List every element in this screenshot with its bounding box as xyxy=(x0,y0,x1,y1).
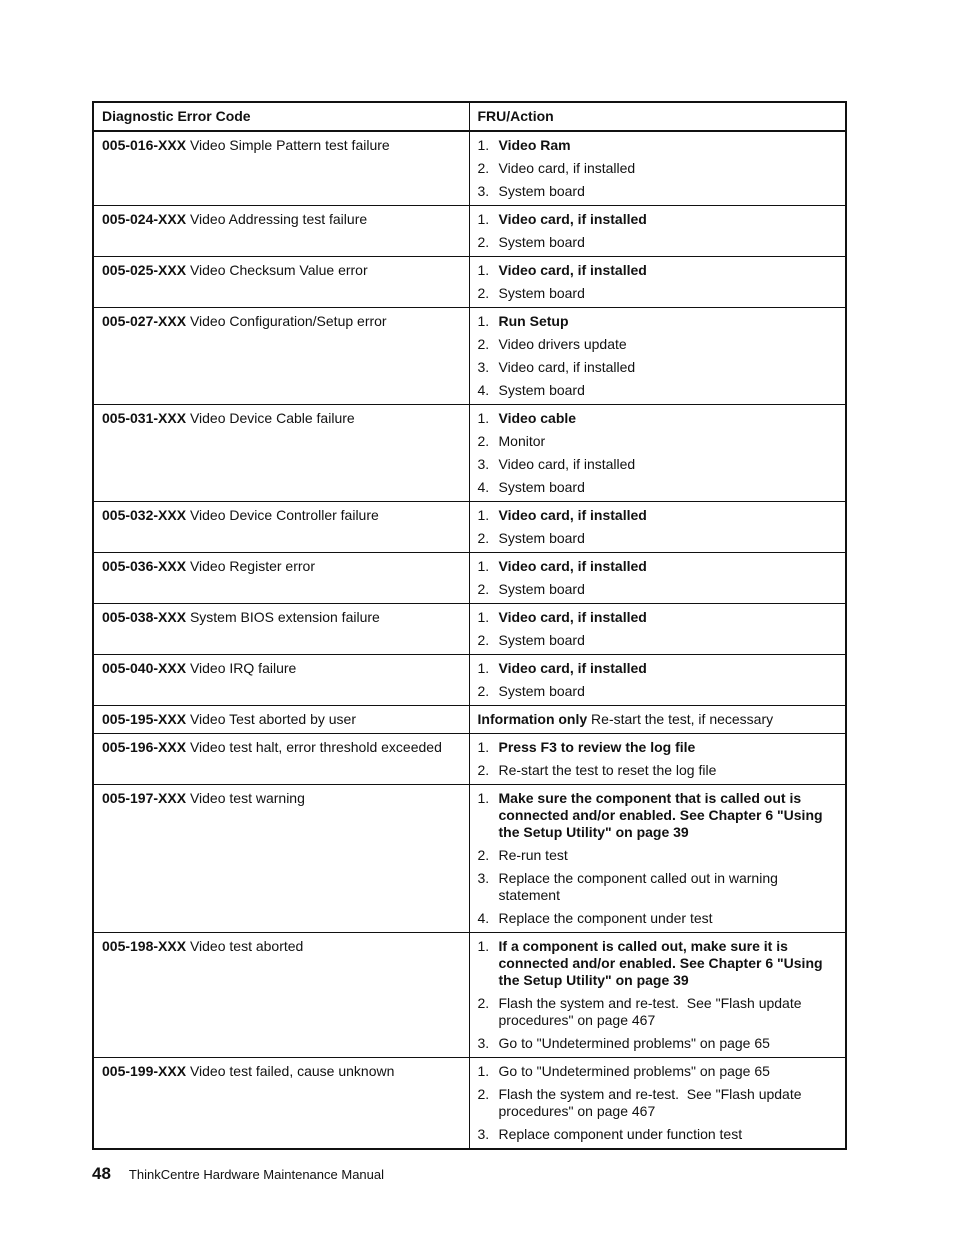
table-row xyxy=(93,131,846,206)
page-footer xyxy=(92,1165,384,1183)
page-number: 48 xyxy=(92,1164,111,1183)
action-text: Replace the component called out in warning statement xyxy=(498,870,782,903)
fru-action-cell xyxy=(469,131,846,206)
error-code: 005-016-XXX xyxy=(102,137,187,153)
table-row xyxy=(93,1058,846,1150)
error-code: 005-036-XXX xyxy=(102,558,187,574)
error-description: Video test aborted xyxy=(186,938,304,954)
list-item xyxy=(478,1035,838,1052)
list-item xyxy=(478,995,838,1029)
action-number: 2. xyxy=(477,285,490,301)
fru-action-cell xyxy=(469,308,846,405)
list-item xyxy=(478,870,838,904)
list-item xyxy=(478,847,838,864)
action-list xyxy=(478,211,838,251)
error-code: 005-040-XXX xyxy=(102,660,187,676)
action-number: 1. xyxy=(477,660,490,676)
action-text: Press F3 to review the log file xyxy=(498,739,696,755)
error-code-cell xyxy=(93,655,469,706)
action-number: 2. xyxy=(477,1086,490,1102)
list-item xyxy=(478,262,838,279)
table-row xyxy=(93,785,846,933)
list-item xyxy=(478,1086,838,1120)
header-fru-action: FRU/Action xyxy=(469,102,846,131)
fru-action-cell xyxy=(469,502,846,553)
list-item xyxy=(478,1063,838,1080)
action-text: Video card, if installed xyxy=(498,456,636,472)
action-number: 1. xyxy=(477,262,490,278)
fru-action-cell xyxy=(469,257,846,308)
action-number: 2. xyxy=(477,433,490,449)
fru-action-cell xyxy=(469,405,846,502)
action-text: Flash the system and re-test. See "Flash update procedures" on page 467 xyxy=(498,995,806,1028)
action-text: Go to "Undetermined problems" on page 65 xyxy=(498,1063,770,1079)
error-code-cell xyxy=(93,706,469,734)
action-list xyxy=(478,609,838,649)
error-code-cell xyxy=(93,308,469,405)
fru-action-cell xyxy=(469,706,846,734)
error-description: Video IRQ failure xyxy=(186,660,297,676)
action-text: Re-start the test to reset the log file xyxy=(498,762,717,778)
action-text: Video card, if installed xyxy=(498,507,647,523)
list-item xyxy=(478,660,838,677)
action-number: 3. xyxy=(477,1035,490,1051)
action-text: System board xyxy=(498,581,585,597)
table-row xyxy=(93,933,846,1058)
error-code-cell xyxy=(93,604,469,655)
action-number: 2. xyxy=(477,632,490,648)
table-row xyxy=(93,502,846,553)
list-item xyxy=(478,410,838,427)
list-item xyxy=(478,456,838,473)
table-row xyxy=(93,257,846,308)
action-list xyxy=(478,507,838,547)
action-number: 1. xyxy=(477,790,490,806)
action-text: Video Ram xyxy=(498,137,571,153)
action-number: 1. xyxy=(477,211,490,227)
list-item xyxy=(478,507,838,524)
action-number: 2. xyxy=(477,530,490,546)
diagnostic-error-table xyxy=(92,101,847,1150)
list-item xyxy=(478,313,838,330)
error-code: 005-027-XXX xyxy=(102,313,187,329)
action-text: Go to "Undetermined problems" on page 65 xyxy=(498,1035,770,1051)
action-text: Video card, if installed xyxy=(498,160,636,176)
error-code: 005-195-XXX xyxy=(102,711,187,727)
error-code: 005-032-XXX xyxy=(102,507,187,523)
action-number: 4. xyxy=(477,382,490,398)
list-item xyxy=(478,160,838,177)
error-code: 005-024-XXX xyxy=(102,211,187,227)
error-code-cell xyxy=(93,734,469,785)
action-text: System board xyxy=(498,683,585,699)
action-number: 2. xyxy=(477,160,490,176)
fru-action-cell xyxy=(469,785,846,933)
table-header-row xyxy=(93,102,846,131)
list-item xyxy=(478,433,838,450)
error-code-cell xyxy=(93,785,469,933)
action-text: Replace component under function test xyxy=(498,1126,743,1142)
error-code-cell xyxy=(93,1058,469,1150)
error-description: Video Simple Pattern test failure xyxy=(186,137,390,153)
list-item xyxy=(478,790,838,841)
list-item xyxy=(478,382,838,399)
list-item xyxy=(478,336,838,353)
error-code-cell xyxy=(93,131,469,206)
action-text: System board xyxy=(498,530,585,546)
action-text: Video drivers update xyxy=(498,336,627,352)
action-number: 1. xyxy=(477,507,490,523)
list-item xyxy=(478,137,838,154)
action-number: 1. xyxy=(477,558,490,574)
action-number: 2. xyxy=(477,995,490,1011)
action-text: Video card, if installed xyxy=(498,660,647,676)
list-item xyxy=(478,285,838,302)
action-list xyxy=(478,938,838,1052)
info-text: Re-start the test, if necessary xyxy=(587,711,774,727)
error-code-cell xyxy=(93,553,469,604)
fru-action-cell xyxy=(469,553,846,604)
list-item xyxy=(478,183,838,200)
error-code: 005-038-XXX xyxy=(102,609,187,625)
action-number: 4. xyxy=(477,910,490,926)
list-item xyxy=(478,359,838,376)
table-row xyxy=(93,308,846,405)
action-text: Make sure the component that is called out is connected and/or enabled. See Chapter 6 "Using the Setup Utility" on page 39 xyxy=(498,790,827,840)
action-number: 3. xyxy=(477,359,490,375)
action-text: Video cable xyxy=(498,410,577,426)
table-row xyxy=(93,405,846,502)
error-description: Video Register error xyxy=(186,558,315,574)
fru-action-cell xyxy=(469,1058,846,1150)
table-row xyxy=(93,206,846,257)
action-number: 2. xyxy=(477,683,490,699)
error-code: 005-196-XXX xyxy=(102,739,187,755)
error-code: 005-198-XXX xyxy=(102,938,187,954)
action-number: 1. xyxy=(477,313,490,329)
action-text: System board xyxy=(498,382,585,398)
header-diagnostic-error-code: Diagnostic Error Code xyxy=(93,102,469,131)
info-label: Information only xyxy=(477,711,588,727)
fru-action-cell xyxy=(469,933,846,1058)
action-number: 3. xyxy=(477,183,490,199)
error-code-cell xyxy=(93,933,469,1058)
action-list xyxy=(478,313,838,399)
action-text: Video card, if installed xyxy=(498,359,636,375)
error-code-cell xyxy=(93,206,469,257)
error-code-cell xyxy=(93,405,469,502)
action-number: 3. xyxy=(477,870,490,886)
action-text: System board xyxy=(498,183,585,199)
table-row xyxy=(93,553,846,604)
action-text: System board xyxy=(498,632,585,648)
table-row xyxy=(93,706,846,734)
action-text: Video card, if installed xyxy=(498,211,647,227)
action-number: 2. xyxy=(477,847,490,863)
list-item xyxy=(478,479,838,496)
action-number: 2. xyxy=(477,234,490,250)
list-item xyxy=(478,632,838,649)
list-item xyxy=(478,558,838,575)
fru-action-cell xyxy=(469,206,846,257)
action-number: 3. xyxy=(477,456,490,472)
action-number: 1. xyxy=(477,938,490,954)
action-list xyxy=(478,262,838,302)
error-code: 005-025-XXX xyxy=(102,262,187,278)
error-description: Video Device Controller failure xyxy=(186,507,379,523)
action-text: System board xyxy=(498,234,585,250)
list-item xyxy=(478,910,838,927)
action-number: 1. xyxy=(477,410,490,426)
table-row xyxy=(93,604,846,655)
action-number: 1. xyxy=(477,137,490,153)
action-number: 1. xyxy=(477,739,490,755)
action-list xyxy=(478,410,838,496)
error-code-cell xyxy=(93,502,469,553)
action-text: If a component is called out, make sure it is connected and/or enabled. See Chapter 6 "Using the Setup Utility" on page 39 xyxy=(498,938,827,988)
action-list xyxy=(478,739,838,779)
action-text: Re-run test xyxy=(498,847,568,863)
error-code-cell xyxy=(93,257,469,308)
action-list xyxy=(478,1063,838,1143)
action-number: 3. xyxy=(477,1126,490,1142)
list-item xyxy=(478,234,838,251)
action-text: Video card, if installed xyxy=(498,262,647,278)
error-code: 005-199-XXX xyxy=(102,1063,187,1079)
action-list xyxy=(478,790,838,927)
error-description: Video test warning xyxy=(186,790,305,806)
list-item xyxy=(478,609,838,626)
error-description: Video test halt, error threshold exceeded xyxy=(186,739,442,755)
action-text: Replace the component under test xyxy=(498,910,713,926)
list-item xyxy=(478,1126,838,1143)
action-number: 1. xyxy=(477,609,490,625)
error-description: Video Configuration/Setup error xyxy=(186,313,387,329)
list-item xyxy=(478,530,838,547)
error-description: Video Test aborted by user xyxy=(186,711,356,727)
list-item xyxy=(478,581,838,598)
document-title: ThinkCentre Hardware Maintenance Manual xyxy=(128,1167,384,1182)
action-text: Monitor xyxy=(498,433,546,449)
action-list xyxy=(478,137,838,200)
fru-action-cell xyxy=(469,655,846,706)
error-description: Video Checksum Value error xyxy=(186,262,368,278)
action-text: Run Setup xyxy=(498,313,569,329)
list-item xyxy=(478,211,838,228)
action-text: System board xyxy=(498,285,585,301)
error-description: Video Device Cable failure xyxy=(186,410,355,426)
fru-action-cell xyxy=(469,734,846,785)
action-text: Video card, if installed xyxy=(498,558,647,574)
table-row xyxy=(93,655,846,706)
list-item xyxy=(478,938,838,989)
list-item xyxy=(478,739,838,756)
action-text: Flash the system and re-test. See "Flash update procedures" on page 467 xyxy=(498,1086,806,1119)
action-list xyxy=(478,558,838,598)
action-number: 2. xyxy=(477,336,490,352)
action-number: 4. xyxy=(477,479,490,495)
action-text: Video card, if installed xyxy=(498,609,647,625)
list-item xyxy=(478,683,838,700)
action-number: 2. xyxy=(477,762,490,778)
action-list xyxy=(478,660,838,700)
action-number: 2. xyxy=(477,581,490,597)
fru-action-cell xyxy=(469,604,846,655)
error-code: 005-031-XXX xyxy=(102,410,187,426)
error-description: Video test failed, cause unknown xyxy=(186,1063,395,1079)
table-row xyxy=(93,734,846,785)
action-number: 1. xyxy=(477,1063,490,1079)
action-text: System board xyxy=(498,479,585,495)
error-code: 005-197-XXX xyxy=(102,790,187,806)
table-body xyxy=(93,131,846,1149)
list-item xyxy=(478,762,838,779)
error-description: System BIOS extension failure xyxy=(186,609,380,625)
error-description: Video Addressing test failure xyxy=(186,211,368,227)
